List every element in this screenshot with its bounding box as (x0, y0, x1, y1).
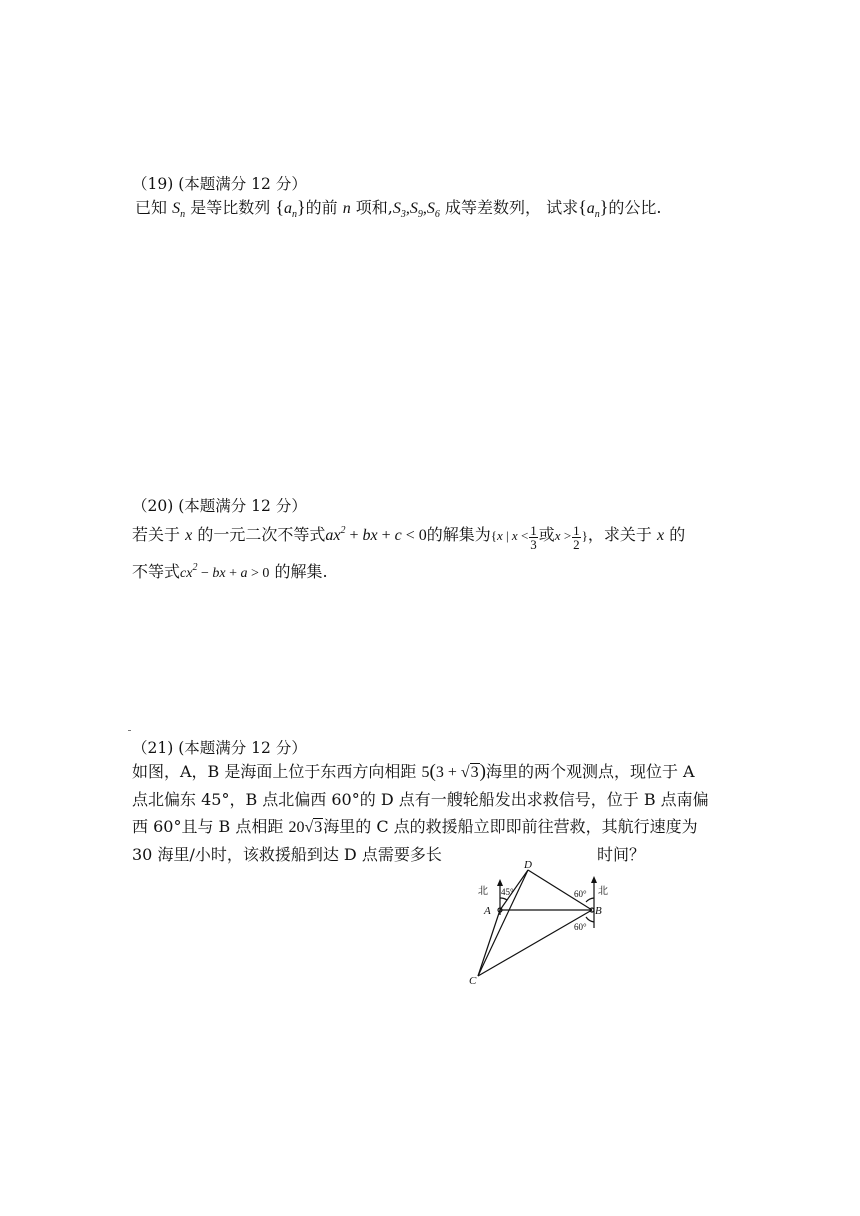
label-angle-a: 45° (501, 887, 514, 897)
math-x: x (185, 527, 193, 544)
p21-text-3a: 西 60°且与 B 点相距 (132, 817, 284, 836)
angle-arc-a (500, 898, 507, 900)
p19-text-6: 的公比. (608, 198, 662, 217)
problem-20-line-2 (132, 559, 732, 587)
problem-21-line-3 (132, 813, 732, 841)
label-d: D (524, 860, 532, 871)
problem-20 (132, 496, 732, 587)
math-n: n (342, 200, 351, 217)
segment-cb (478, 910, 592, 976)
label-c: C (469, 975, 477, 987)
math-solution-set: {x | x < $\frac{1}{3}$ (490, 522, 537, 552)
label-b: B (595, 905, 602, 917)
fraction-one-half: $\frac{1}{2}$ (573, 522, 580, 552)
north-arrow-b (591, 876, 597, 883)
label-angle-b-bottom: 60° (574, 922, 587, 932)
p21-text-1b: 海里的两个观测点，现位于 A (485, 762, 695, 781)
p20-text-3: 的解集为 (426, 525, 491, 544)
north-arrow-a (497, 879, 503, 886)
problem-21-line-1 (132, 758, 732, 786)
math-inequality-1: $ax^2$ + bx + c < 0 (325, 525, 427, 544)
angle-arc-b-top (586, 898, 594, 902)
math-inequality-2: $cx^2$ − bx + a > 0 (180, 561, 270, 581)
stray-mark (128, 730, 131, 731)
p19-text-3: 的前 (305, 198, 338, 217)
problem-19-statement (135, 194, 732, 222)
problem-20-header: （20) (本题满分 12 分） (132, 497, 307, 515)
math-solution-set-2: x > $\frac{1}{2}$ } (554, 522, 588, 552)
math-an-sequence-2: $\{a_n\}$ (578, 197, 609, 220)
geometry-diagram (464, 860, 624, 990)
angle-arc-b-bottom (586, 917, 594, 922)
segment-ca (478, 910, 500, 976)
math-an-sequence: $\{a_n\}$ (275, 197, 306, 220)
p19-text-4: 项和, (355, 198, 393, 217)
math-x-2: x (657, 527, 665, 544)
math-s3-s9-s6: $S_3,S_9,S_6$ (392, 200, 440, 220)
problem-19 (132, 174, 732, 222)
p20-text-7: 不等式 (132, 561, 181, 581)
problem-21-line-4 (132, 841, 732, 868)
p19-text-2: 是等比数列 (190, 198, 271, 217)
p21-text-4a: 30 海里/小时，该救援船到达 D 点需要多长 (132, 845, 442, 864)
label-north-right: 北 (598, 886, 608, 897)
p19-text-5: 成等差数列， 试求 (444, 198, 579, 217)
p20-text-4: 或 (538, 525, 555, 544)
math-sn: $S_n$ (172, 200, 186, 220)
p19-text-1: 已知 (135, 198, 168, 217)
fraction-one-third: $\frac{1}{3}$ (530, 522, 537, 552)
label-a: A (484, 905, 491, 917)
math-distance-ab: 5(3 + √3) (421, 761, 486, 782)
p20-text-1: 若关于 (132, 525, 181, 544)
p20-text-6: 的 (669, 525, 686, 544)
p20-text-2: 的一元二次不等式 (197, 525, 326, 544)
math-distance-bc: 20√3 (288, 819, 323, 836)
label-north-left: 北 (478, 886, 488, 897)
problem-19-header: （19) (本题满分 12 分） (132, 175, 307, 193)
p21-text-4b: 时间？ (596, 845, 645, 864)
label-angle-b-top: 60° (574, 889, 587, 899)
problem-21-header: （21) (本题满分 12 分） (132, 739, 307, 757)
problem-21 (132, 738, 732, 868)
p21-text-3b: 海里的 C 点的救援船立即即前往营救，其航行速度为 (323, 817, 698, 836)
p21-text-1a: 如图，A，B 是海面上位于东西方向相距 (132, 762, 417, 781)
p20-text-5: ，求关于 (587, 525, 652, 544)
p20-text-8: 的解集. (274, 561, 328, 581)
problem-21-line-2: 点北偏东 45°，B 点北偏西 60°的 D 点有一艘轮船发出求救信号，位于 B 点南偏 (132, 790, 709, 809)
problem-20-line-1 (132, 522, 732, 551)
